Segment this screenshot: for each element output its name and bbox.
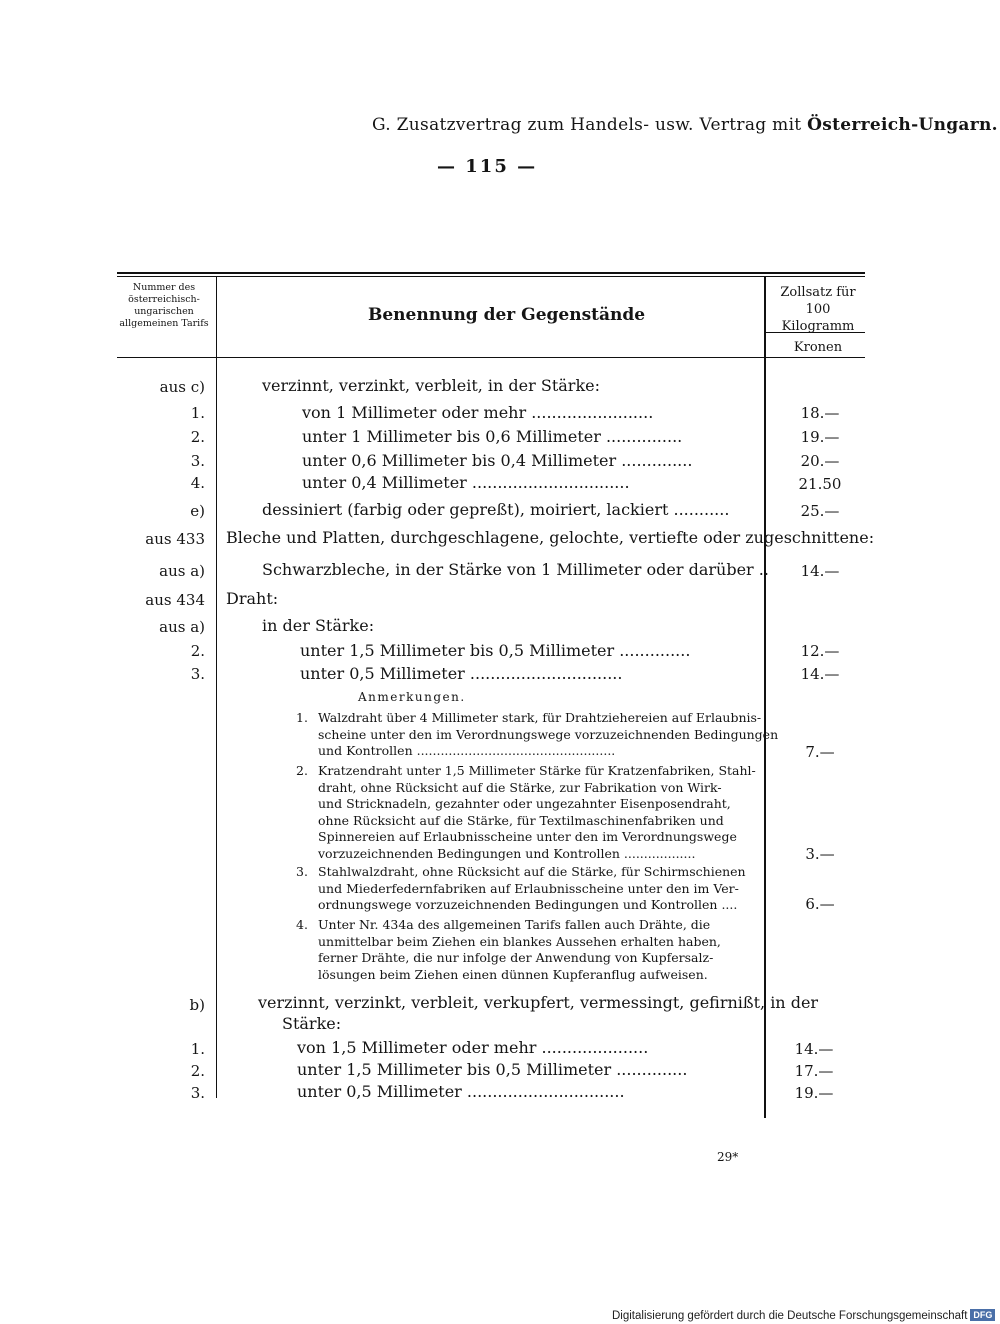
- leader-dots: ..................: [619, 845, 696, 861]
- column-header-rate: Zollsatz für 100 Kilogramm: [780, 285, 856, 334]
- note-line: vorzuzeichnenden Bedingungen und Kontrollen: [318, 845, 620, 861]
- leader-dots: ..............: [616, 451, 693, 470]
- note-number: 4.: [296, 917, 308, 932]
- rate-value: 17.—: [794, 1062, 834, 1080]
- tariff-number: aus 433: [145, 530, 205, 548]
- tariff-number: 3.: [190, 665, 205, 683]
- rate-value: 7.—: [805, 743, 835, 761]
- leader-dots: ..............: [611, 1060, 688, 1079]
- note-line: scheine unter den im Verordnungswege vorzuzeichnenden Bedingungen: [318, 726, 779, 742]
- rate-value: 19.—: [794, 1084, 834, 1102]
- leader-dots: ...............................: [466, 473, 630, 492]
- rate-value: 3.—: [805, 845, 835, 863]
- tariff-number: aus a): [159, 618, 205, 636]
- rate-value: 25.—: [800, 502, 840, 520]
- tariff-number: 1.: [190, 404, 205, 422]
- note-3: [296, 864, 746, 914]
- column-divider-left: [216, 276, 217, 1098]
- leader-dots: ...............................: [461, 1082, 625, 1101]
- tariff-number: e): [190, 502, 205, 520]
- running-head-prefix: G. Zusatzvertrag zum Handels- usw. Vertrag mit: [372, 115, 808, 135]
- item-description: verzinnt, verzinkt, verbleit, verkupfert, vermessingt, gefirnißt, in der: [258, 993, 819, 1012]
- note-2: [296, 763, 756, 862]
- item-description: Stärke:: [282, 1014, 342, 1033]
- leader-dots: ...........: [668, 500, 730, 519]
- dfg-credit-text: Digitalisierung gefördert durch die Deutsche Forschungsgemeinschaft: [612, 1310, 968, 1322]
- note-4: [296, 917, 721, 983]
- note-line: Spinnereien auf Erlaubnisscheine unter den im Verordnungswege: [318, 829, 737, 844]
- note-line: und Stricknadeln, gezahnter oder ungezahnter Eisenposendraht,: [318, 796, 731, 811]
- tariff-number: aus c): [159, 378, 205, 396]
- item-description: unter 0,6 Millimeter bis 0,4 Millimeter: [302, 451, 617, 470]
- tariff-number: aus a): [159, 562, 205, 580]
- item-description: Draht:: [226, 589, 279, 608]
- tariff-number: b): [189, 996, 205, 1014]
- note-line: ferner Drähte, die nur infolge der Anwendung von Kupfersalz-: [318, 950, 714, 965]
- item-description: in der Stärke:: [262, 616, 375, 635]
- item-description: von 1 Millimeter oder mehr: [302, 403, 527, 422]
- table-top-rule: [117, 272, 865, 274]
- column-header-unit: Kronen: [793, 340, 843, 355]
- note-line: ohne Rücksicht auf die Stärke, für Textilmaschinenfabriken und: [318, 812, 724, 828]
- item-description: unter 0,4 Millimeter: [302, 473, 467, 492]
- note-number: 1.: [296, 710, 308, 725]
- notes-title: Anmerkungen.: [358, 690, 466, 704]
- item-description: verzinnt, verzinkt, verbleit, in der Stärke:: [262, 376, 601, 395]
- tariff-number: 1.: [190, 1040, 205, 1058]
- item-description: unter 1,5 Millimeter bis 0,5 Millimeter: [297, 1060, 612, 1079]
- rate-value: 14.—: [800, 665, 840, 683]
- tariff-number: 3.: [190, 452, 205, 470]
- tariff-number: aus 434: [145, 591, 205, 609]
- signature-mark: 29*: [717, 1150, 739, 1164]
- note-1: [296, 710, 779, 760]
- tariff-number: 2.: [190, 642, 205, 660]
- running-head-country: Österreich-Ungarn.: [807, 115, 998, 135]
- running-head: [372, 115, 998, 135]
- leader-dots: ...............: [600, 427, 683, 446]
- rate-value: 18.—: [800, 404, 840, 422]
- tariff-number: 3.: [190, 1084, 205, 1102]
- note-number: 2.: [296, 763, 308, 778]
- rate-value: 12.—: [800, 642, 840, 660]
- leader-dots: ........................: [526, 403, 654, 422]
- note-number: 3.: [296, 864, 308, 879]
- rate-value: 6.—: [805, 895, 835, 913]
- dfg-logo: DFG: [970, 1309, 995, 1321]
- leader-dots: ..............................: [464, 664, 623, 683]
- item-description: unter 0,5 Millimeter: [297, 1082, 462, 1101]
- item-description: dessiniert (farbig oder gepreßt), moiriert, lackiert: [262, 500, 669, 519]
- note-line: Walzdraht über 4 Millimeter stark, für Drahtziehereien auf Erlaubnis-: [318, 710, 762, 725]
- note-line: Kratzendraht unter 1,5 Millimeter Stärke für Kratzenfabriken, Stahl-: [318, 763, 756, 778]
- leader-dots: .....................: [536, 1038, 649, 1057]
- rate-value: 14.—: [800, 562, 840, 580]
- tariff-number: 2.: [190, 428, 205, 446]
- note-line: lösungen beim Ziehen einen dünnen Kupferanflug aufweisen.: [318, 966, 708, 982]
- dfg-credit: [612, 1309, 995, 1322]
- table-top-rule-thin: [117, 276, 865, 277]
- item-description: Schwarzbleche, in der Stärke von 1 Millimeter oder darüber: [262, 560, 754, 579]
- item-description: von 1,5 Millimeter oder mehr: [297, 1038, 537, 1057]
- note-line: draht, ohne Rücksicht auf die Stärke, zur Fabrikation von Wirk-: [318, 779, 722, 795]
- item-description: Bleche und Platten, durchgeschlagene, gelochte, vertiefte oder zugeschnittene:: [226, 528, 875, 547]
- note-line: unmittelbar beim Ziehen ein blankes Aussehen erhalten haben,: [318, 933, 721, 949]
- note-line: und Kontrollen: [318, 743, 413, 758]
- item-description: unter 1,5 Millimeter bis 0,5 Millimeter: [300, 641, 615, 660]
- rate-value: 21.50: [798, 475, 842, 493]
- note-line: Unter Nr. 434a des allgemeinen Tarifs fallen auch Drähte, die: [318, 917, 711, 932]
- note-line: und Miederfedernfabriken auf Erlaubnisscheine unter den im Ver-: [318, 880, 739, 896]
- leader-dots: ..................................................: [412, 743, 616, 758]
- note-line: ordnungswege vorzuzeichnenden Bedingungen und Kontrollen: [318, 897, 718, 912]
- column-header-tariff-number: Nummer des österreichisch-ungarischen allgemeinen Tarifs: [119, 282, 209, 329]
- leader-dots: ....: [717, 897, 738, 912]
- tariff-number: 2.: [190, 1062, 205, 1080]
- page-number: — 115 —: [437, 156, 538, 177]
- tariff-number: 4.: [190, 474, 205, 492]
- leader-dots: ..: [753, 560, 769, 579]
- item-description: unter 1 Millimeter bis 0,6 Millimeter: [302, 427, 601, 446]
- rate-value: 20.—: [800, 452, 840, 470]
- column-header-description: Benennung der Gegenstände: [368, 305, 646, 325]
- item-description: unter 0,5 Millimeter: [300, 664, 465, 683]
- column-divider-right: [764, 276, 766, 1118]
- leader-dots: ..............: [614, 641, 691, 660]
- rate-value: 19.—: [800, 428, 840, 446]
- header-bottom-rule: [117, 357, 865, 358]
- rate-value: 14.—: [794, 1040, 834, 1058]
- note-line: Stahlwalzdraht, ohne Rücksicht auf die Stärke, für Schirmschienen: [318, 864, 746, 879]
